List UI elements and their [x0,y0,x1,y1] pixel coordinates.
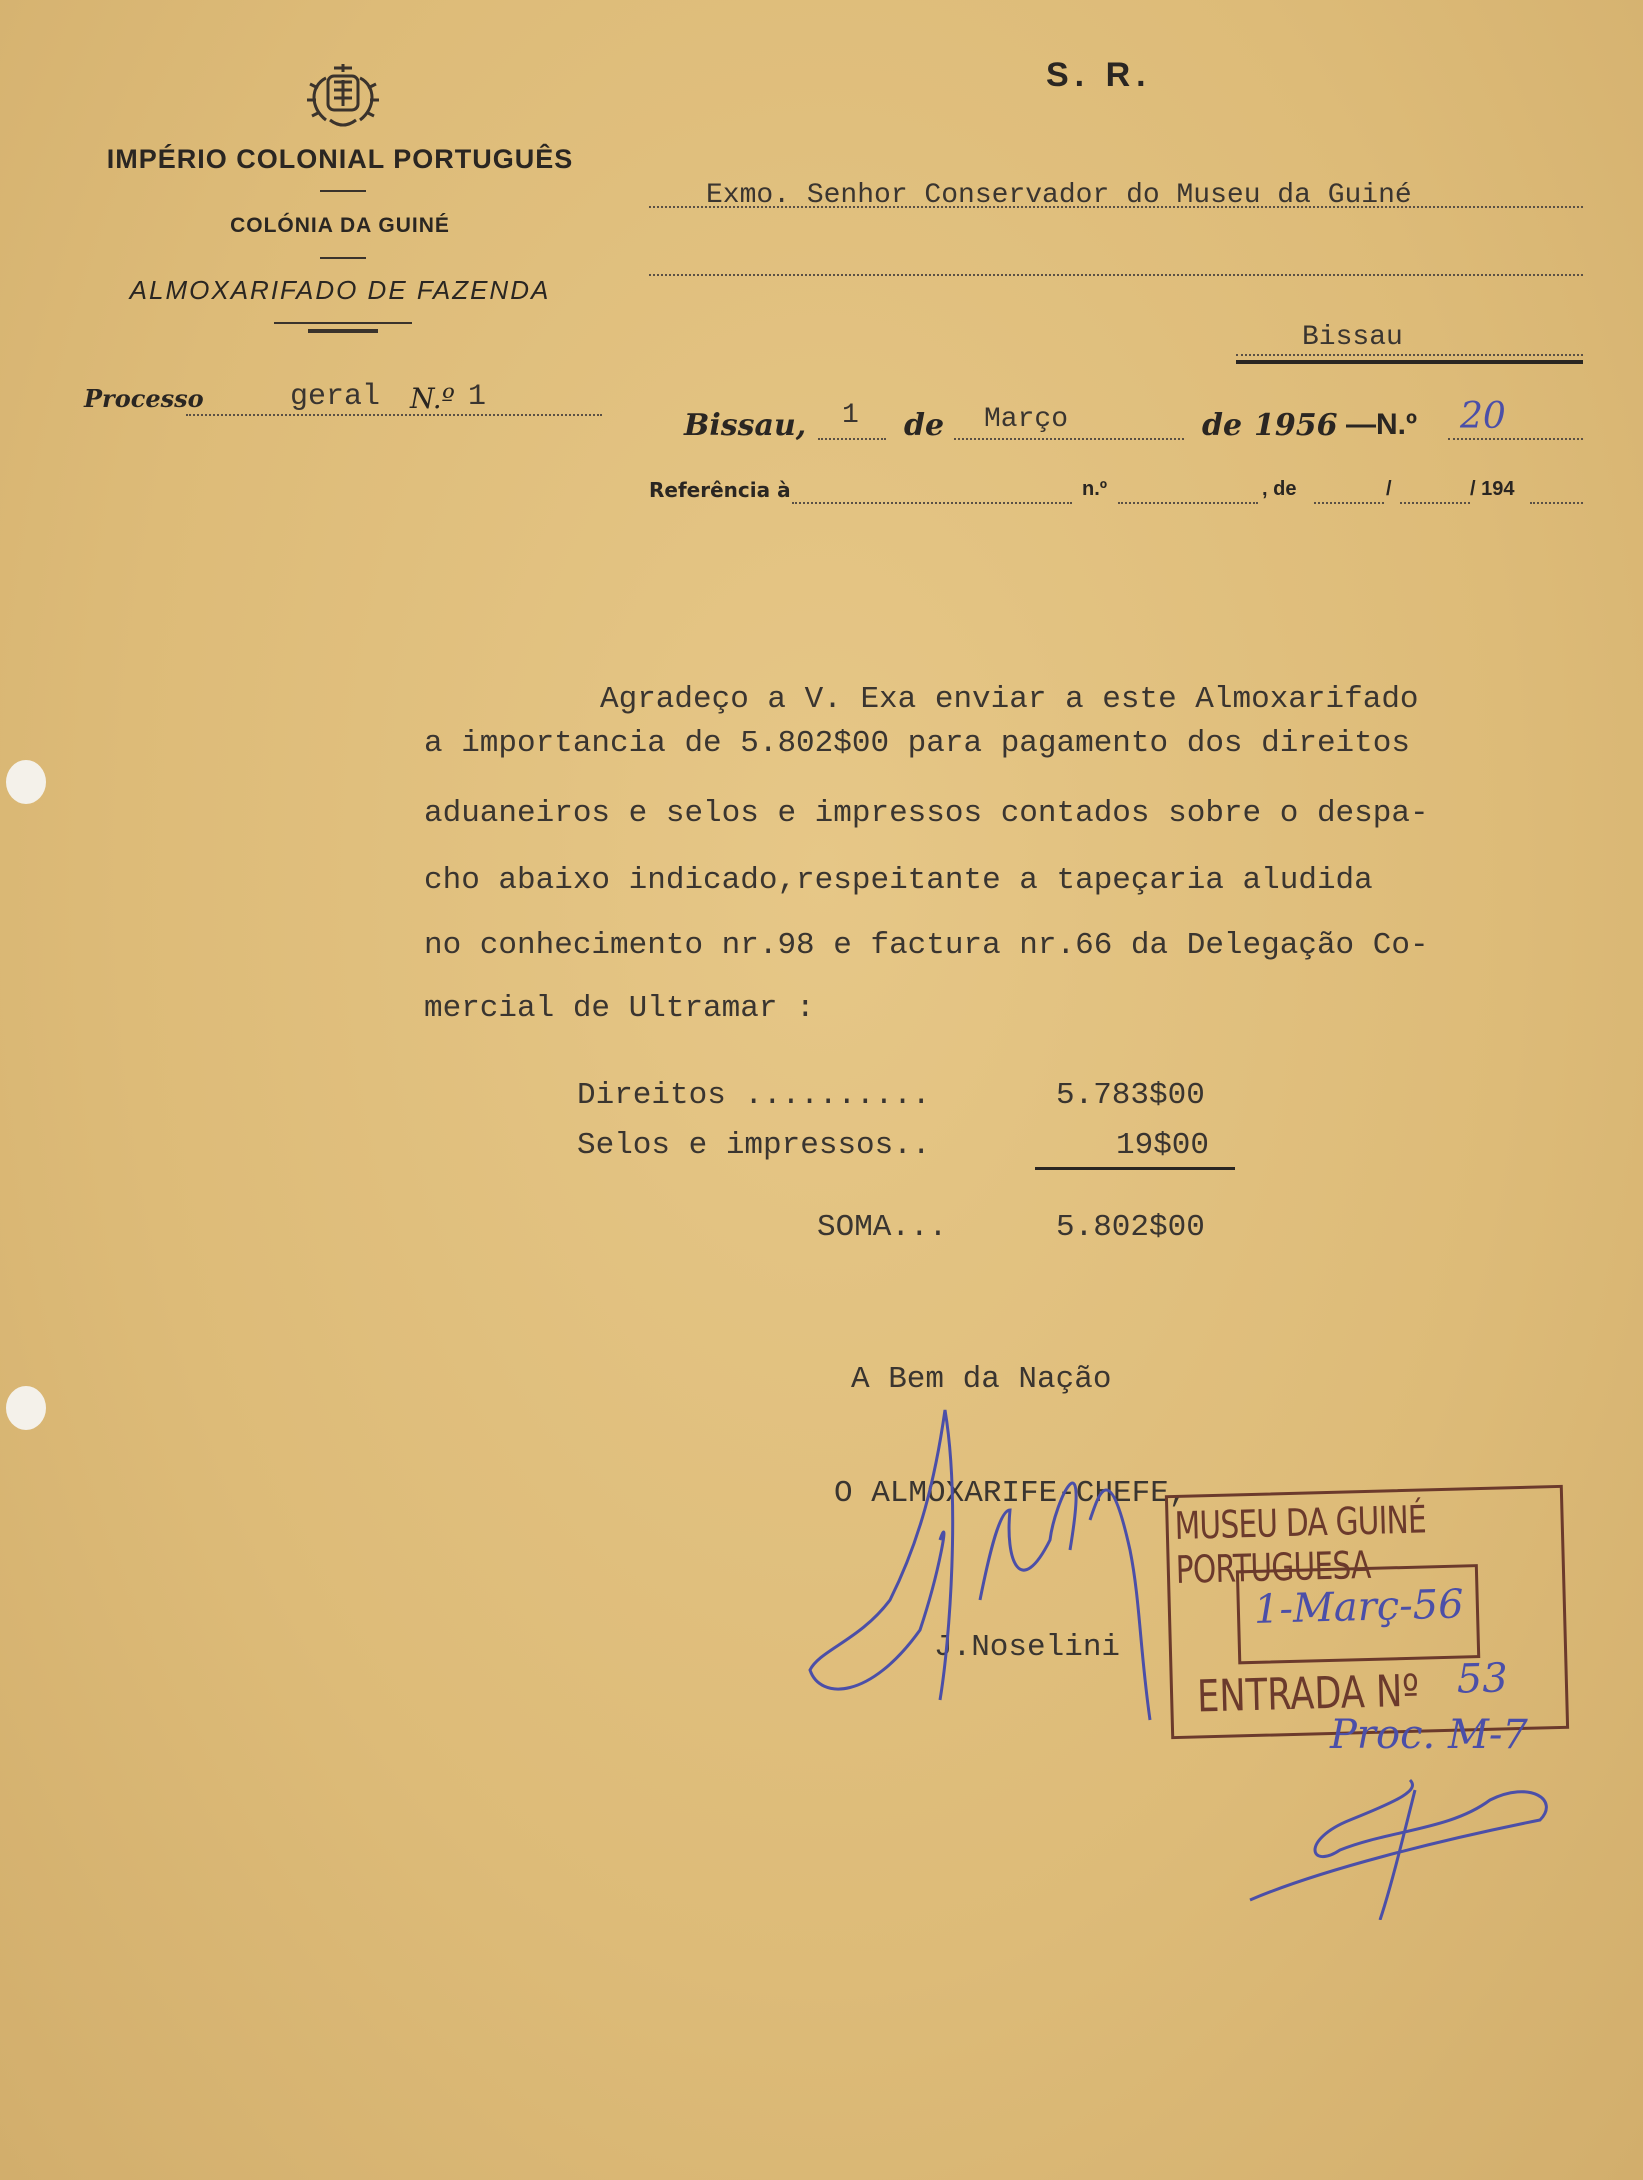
reference-year-line [1530,502,1583,504]
number-line [1448,438,1583,440]
processo-value: geral [290,380,381,414]
day-line [818,438,886,440]
body-line: Agradeço a V. Exa enviar a este Almoxarifado [600,682,1419,717]
direitos-value: 5.783$00 [1056,1078,1205,1113]
divider [320,257,366,259]
letterhead-colony: COLÓNIA DA GUINÉ [230,214,450,237]
city: Bissau [1302,322,1403,353]
punch-hole [6,760,46,804]
reference-line [792,502,1072,504]
selos-value: 19$00 [1116,1128,1210,1163]
handwritten-initials [1240,1760,1560,1920]
reference-year: / 194 [1470,478,1515,500]
selos-label: Selos e impressos.. [577,1128,931,1163]
city-underline [1236,360,1583,364]
reference-slash: / [1386,478,1392,500]
reference-n: n.º [1082,478,1108,500]
soma-label: SOMA... [817,1210,948,1245]
date-de: de [1202,408,1243,443]
reference-label: Referência à [649,478,791,502]
city-line [1236,354,1583,356]
direitos-label: Direitos .......... [577,1078,931,1113]
divider [320,190,366,192]
stamp-date-box [1236,1564,1480,1664]
divider [274,322,412,324]
sum-underline [1035,1167,1235,1170]
letter-number: 20 [1460,396,1506,437]
museum-entry-stamp [1165,1485,1569,1739]
handwritten-signature [800,1400,1180,1740]
coat-of-arms-icon [298,58,388,132]
signatory-name: J.Noselini [934,1630,1121,1665]
salutation: A Bem da Nação [851,1362,1112,1397]
reference-de: , de [1262,478,1297,500]
body-line: a importancia de 5.802$00 para pagamento dos direitos [424,726,1410,761]
stamp-entrada-label: ENTRADA Nº [1196,1665,1420,1723]
letterhead-department: ALMOXARIFADO DE FAZENDA [129,275,551,305]
date-city: Bissau, [684,408,807,443]
numero-label: N.º [410,382,455,415]
reference-day-line [1314,502,1384,504]
process-annotation: Proc. M-7 [1330,1712,1528,1758]
body-line: aduaneiros e selos e impressos contados sobre o despa- [424,796,1429,831]
body-line: no conhecimento nr.98 e factura nr.66 da Delegação Co- [424,928,1429,963]
date-month: Março [984,404,1069,435]
addressee: Exmo. Senhor Conservador do Museu da Guiné [706,180,1412,211]
date-day: 1 [842,400,859,431]
stamp-entrada-number: 53 [1456,1655,1509,1703]
sr-heading: S. R. [1046,56,1152,94]
number-label: —N.º [1346,408,1417,441]
body-line: cho abaixo indicado,respeitante a tapeçaria aludida [424,863,1373,898]
signatory-title: O ALMOXARIFE-CHEFE, [834,1476,1188,1511]
processo-label: Processo [84,384,204,413]
reference-month-line [1400,502,1470,504]
date-de: de [904,408,945,443]
divider [308,329,378,333]
date-year: 1956 [1254,408,1338,443]
stamp-museum-name: MUSEU DA GUINÉ PORTUGUESA [1174,1497,1427,1592]
month-line [954,438,1184,440]
letterhead-empire: IMPÉRIO COLONIAL PORTUGUÊS [106,144,574,174]
punch-hole [6,1386,46,1430]
processo-line [186,414,602,416]
body-line: mercial de Ultramar : [424,991,815,1026]
processo-number: 1 [468,380,487,414]
stamp-date: 1-Març-56 [1253,1581,1465,1633]
soma-value: 5.802$00 [1056,1210,1205,1245]
reference-n-line [1118,502,1258,504]
address-line-2 [649,274,1583,276]
